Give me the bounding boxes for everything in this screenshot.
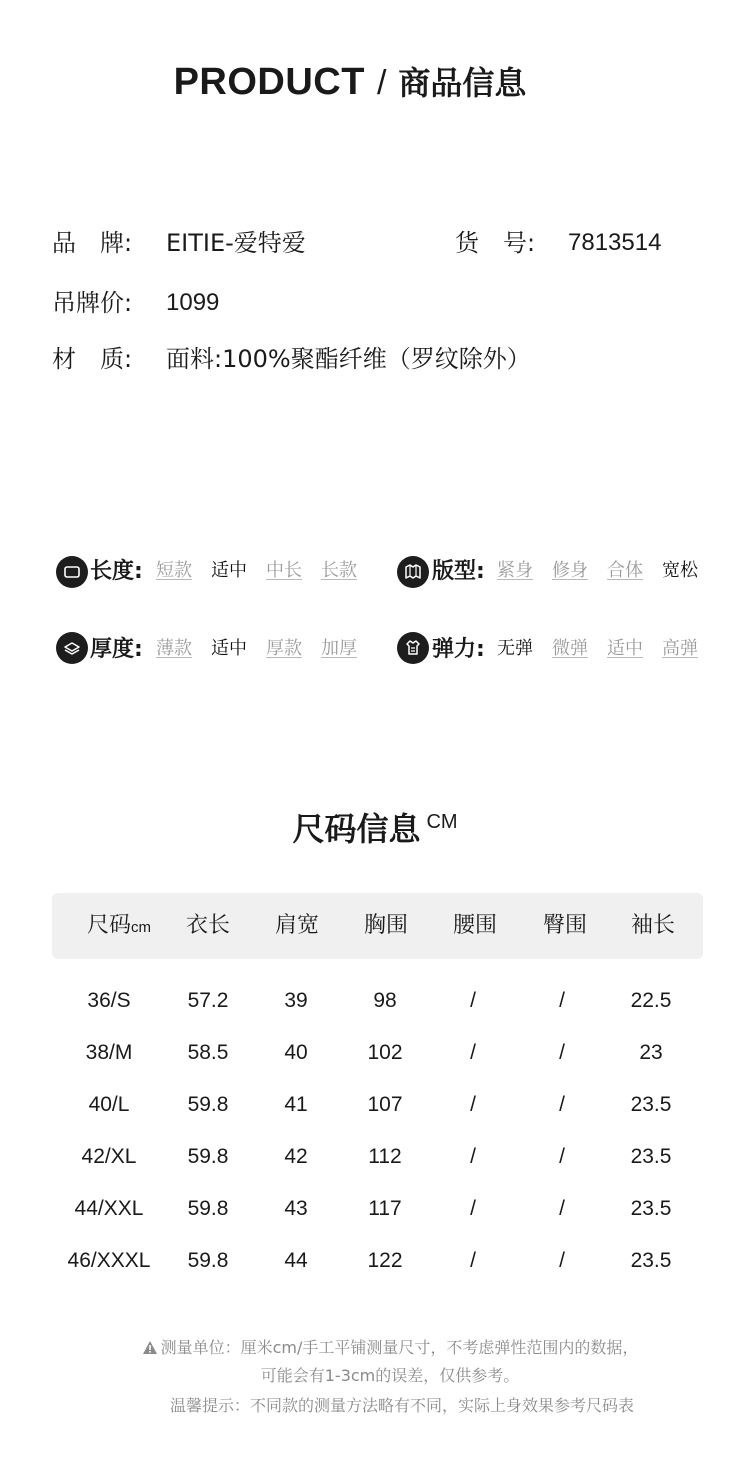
sku-label: 货 号: <box>455 229 536 257</box>
elasticity-option: 适中 <box>607 638 643 659</box>
thickness-option: 加厚 <box>321 638 357 659</box>
table-cell: 23.5 <box>630 1249 672 1272</box>
table-cell: 59.8 <box>187 1145 229 1168</box>
table-cell: 41 <box>284 1093 308 1116</box>
header-column: 袖长 <box>630 913 675 938</box>
table-cell: / <box>470 989 476 1012</box>
table-cell: 122 <box>367 1249 403 1272</box>
header-column: 臀围 <box>542 913 587 938</box>
length-option: 长款 <box>321 560 357 581</box>
thickness-option: 厚款 <box>266 638 302 659</box>
table-cell-size: 38/M <box>85 1041 133 1064</box>
brand-label: 品 牌: <box>52 229 133 257</box>
brand-value: EITIE-爱特爱 <box>166 229 306 257</box>
stretch-icon <box>397 632 429 664</box>
table-cell: / <box>470 1041 476 1064</box>
table-cell: 58.5 <box>187 1041 229 1064</box>
table-cell: / <box>559 1041 565 1064</box>
table-cell: 117 <box>368 1197 402 1220</box>
table-cell: 23.5 <box>630 1197 672 1220</box>
fit-option: 合体 <box>607 560 643 581</box>
table-cell: 44 <box>284 1249 308 1272</box>
sku-value: 7813514 <box>568 229 662 256</box>
measurement-note-2: 可能会有1-3cm的误差，仅供参考。 <box>260 1366 520 1385</box>
table-cell: 39 <box>284 989 308 1012</box>
fit-option: 修身 <box>552 560 588 581</box>
elasticity-option: 微弹 <box>552 638 588 659</box>
price-value: 1099 <box>166 289 220 316</box>
fit-option: 宽松 <box>662 560 698 581</box>
table-cell: 98 <box>373 989 397 1012</box>
table-cell: 107 <box>367 1093 403 1116</box>
fabric-thickness-icon <box>56 632 88 664</box>
table-cell: / <box>559 1197 565 1220</box>
table-cell: 23 <box>639 1041 663 1064</box>
size-title: 尺码信息 <box>292 810 421 848</box>
measurement-note-1 <box>0 1336 750 1360</box>
elasticity-option: 无弹 <box>497 638 533 659</box>
heading-english: PRODUCT <box>173 61 365 103</box>
page-heading <box>0 58 700 104</box>
fit-options <box>497 558 698 584</box>
table-cell: 59.8 <box>187 1093 229 1116</box>
length-option: 适中 <box>211 560 247 581</box>
thickness-options <box>156 636 357 662</box>
header-column: 衣长 <box>185 913 230 938</box>
table-header <box>52 893 703 959</box>
thickness-option: 适中 <box>211 638 247 659</box>
material-value: 面料:100%聚酯纤维（罗纹除外） <box>166 345 531 373</box>
garment-fit-icon <box>397 556 429 588</box>
table-cell: 59.8 <box>187 1249 229 1272</box>
table-cell: 59.8 <box>187 1197 229 1220</box>
elasticity-option: 高弹 <box>662 638 698 659</box>
fit-label: 版型: <box>432 559 485 584</box>
table-cell-size: 40/L <box>88 1093 130 1116</box>
reminder-note: 温馨提示：不同款的测量方法略有不同，实际上身效果参考尺码表 <box>169 1396 634 1415</box>
thickness-label: 厚度: <box>90 637 143 662</box>
heading-chinese: 商品信息 <box>398 64 527 102</box>
table-cell: 43 <box>284 1197 308 1220</box>
size-section-title <box>0 804 750 850</box>
elasticity-label: 弹力: <box>432 637 485 662</box>
warning-icon <box>142 1340 158 1355</box>
fit-option: 紧身 <box>497 560 533 581</box>
table-cell: / <box>559 1093 565 1116</box>
header-size-label: 尺码 <box>86 913 131 938</box>
table-cell-size: 46/XXXL <box>67 1249 151 1272</box>
thickness-option: 薄款 <box>156 638 192 659</box>
table-cell: 23.5 <box>630 1145 672 1168</box>
table-cell: / <box>559 1249 565 1272</box>
table-cell: 102 <box>367 1041 403 1064</box>
length-option: 短款 <box>156 560 192 581</box>
length-option: 中长 <box>266 560 302 581</box>
price-label: 吊牌价: <box>52 289 133 317</box>
table-cell: / <box>470 1145 476 1168</box>
table-cell: / <box>470 1249 476 1272</box>
table-cell: / <box>470 1093 476 1116</box>
table-cell: 22.5 <box>630 989 672 1012</box>
length-label: 长度: <box>90 559 143 584</box>
table-cell: / <box>559 989 565 1012</box>
table-cell: 42 <box>284 1145 308 1168</box>
table-cell-size: 36/S <box>87 989 131 1012</box>
elasticity-options <box>497 636 698 662</box>
table-cell: 23.5 <box>630 1093 672 1116</box>
size-title-unit: CM <box>426 811 458 833</box>
length-options <box>156 558 357 584</box>
garment-length-icon <box>56 556 88 588</box>
table-cell-size: 42/XL <box>81 1145 137 1168</box>
header-column: 肩宽 <box>274 913 319 938</box>
header-column: 腰围 <box>452 913 497 938</box>
header-column: 胸围 <box>363 913 408 938</box>
table-cell-size: 44/XXL <box>74 1197 144 1220</box>
table-cell: 112 <box>368 1145 402 1168</box>
measurement-note-text-1: 测量单位：厘米cm/手工平铺测量尺寸，不考虑弹性范围内的数据， <box>160 1338 639 1357</box>
header-size-unit: cm <box>131 919 151 936</box>
table-cell: 57.2 <box>187 989 229 1012</box>
table-cell: 40 <box>284 1041 308 1064</box>
table-cell: / <box>470 1197 476 1220</box>
table-cell: / <box>559 1145 565 1168</box>
material-label: 材 质: <box>52 345 133 373</box>
heading-separator: / <box>376 64 387 102</box>
